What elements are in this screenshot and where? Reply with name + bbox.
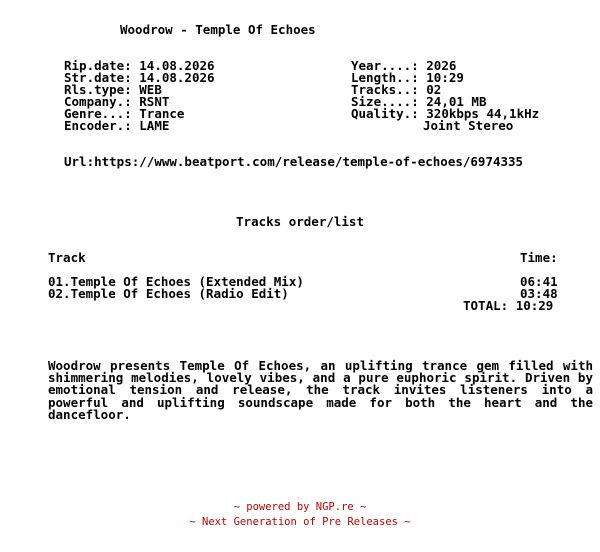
info-value: 10:29 bbox=[426, 70, 464, 85]
info-label: Company.: bbox=[64, 94, 140, 109]
track-column-header: Track bbox=[48, 250, 86, 265]
time-column-header: Time: bbox=[520, 250, 558, 265]
info-value: RSNT bbox=[139, 94, 170, 109]
tracklist-heading: Tracks order/list bbox=[236, 214, 364, 229]
track-row-time: 03:48 bbox=[520, 286, 558, 301]
release-title bbox=[120, 24, 316, 36]
info-label: Year....: bbox=[351, 58, 427, 73]
info-value: LAME bbox=[139, 118, 170, 133]
info-label: Quality.: bbox=[351, 106, 427, 121]
info-value: 24,01 MB bbox=[426, 94, 487, 109]
info-label: Length..: bbox=[351, 70, 427, 85]
info-value: Trance bbox=[139, 106, 185, 121]
info-label: Rip.date: bbox=[64, 58, 140, 73]
release-url bbox=[64, 156, 523, 168]
release-description: Woodrow presents Temple Of Echoes, an uplifting trance gem filled with shimmering melodies, lovely vibes, and a pure euphoric spirit. Driven by emotional tension and release, the track invites listeners into a powerful and uplifting soundscape made for both the heart and the dancefloor. bbox=[48, 358, 593, 422]
total-length bbox=[463, 300, 553, 312]
info-label: Tracks..: bbox=[351, 82, 427, 97]
info-value: 14.08.2026 bbox=[139, 58, 215, 73]
track-row-time: 06:41 bbox=[520, 274, 558, 289]
info-value: 320kbps 44,1kHz bbox=[426, 106, 540, 121]
artist-name: Woodrow bbox=[120, 22, 173, 37]
info-label: Genre...: bbox=[64, 106, 140, 121]
title-separator: - bbox=[172, 22, 196, 37]
info-value: 02 bbox=[426, 82, 442, 97]
info-label: Str.date: bbox=[64, 70, 140, 85]
info-value: 2026 bbox=[426, 58, 457, 73]
info-row-encoder bbox=[64, 120, 169, 132]
url-link[interactable]: https://www.beatport.com/release/temple-of-echoes/6974335 bbox=[94, 154, 524, 169]
quality-extra: Joint Stereo bbox=[423, 118, 514, 133]
url-label: Url: bbox=[64, 154, 95, 169]
info-label: Rls.type: bbox=[64, 82, 140, 97]
footer-tagline: ~ Next Generation of Pre Releases ~ bbox=[189, 516, 411, 528]
info-value: 14.08.2026 bbox=[139, 70, 215, 85]
track-row-name: 01.Temple Of Echoes (Extended Mix) bbox=[48, 274, 304, 289]
track-row-name: 02.Temple Of Echoes (Radio Edit) bbox=[48, 286, 289, 301]
total-label: TOTAL: bbox=[463, 298, 516, 313]
info-value: WEB bbox=[139, 82, 162, 97]
info-label: Size....: bbox=[351, 94, 427, 109]
total-value: 10:29 bbox=[515, 298, 554, 313]
release-name: Temple Of Echoes bbox=[195, 22, 316, 37]
info-label: Encoder.: bbox=[64, 118, 140, 133]
footer-powered-by[interactable]: ~ powered by NGP.re ~ bbox=[233, 501, 367, 513]
